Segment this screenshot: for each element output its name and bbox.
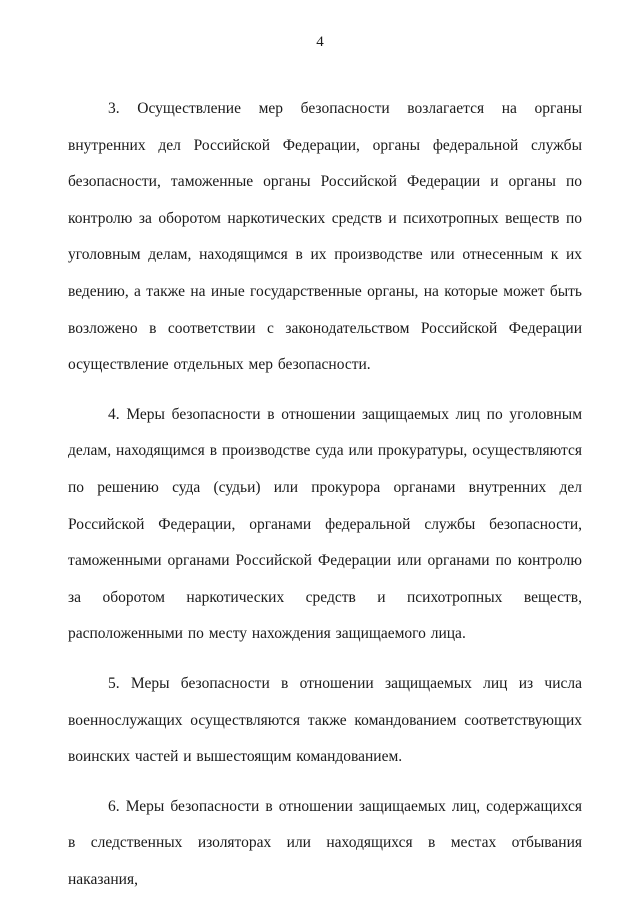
paragraph-4: 4. Меры безопасности в отношении защищаемых лиц по уголовным делам, находящимся в производстве суда или прокуратуры, осуществляются по решению суда (судьи) или прокурора органами внутренних дел Российской Федерации, органами федеральной службы безопасности, таможенными органами Российской Федерации или органами по контролю за оборотом наркотических средств и психотропных веществ, расположенными по месту нахождения защищаемого лица. — [68, 405, 582, 643]
page-number: 4 — [316, 34, 324, 50]
paragraph-5: 5. Меры безопасности в отношении защищаемых лиц из числа военнослужащих осуществляются также командованием соответствующих воинских частей и вышестоящим командованием. — [68, 674, 582, 766]
document-body — [68, 91, 582, 898]
paragraph-3: 3. Осуществление мер безопасности возлагается на органы внутренних дел Российской Федерации, органы федеральной службы безопасности, таможенные органы Российской Федерации и органы по контролю за оборотом наркотических средств и психотропных веществ по уголовным делам, находящимся в их производстве или отнесенным к их ведению, а также на иные государственные органы, на которые может быть возложено в соответствии с законодательством Российской Федерации осуществление отдельных мер безопасности. — [68, 100, 582, 374]
paragraph-6: 6. Меры безопасности в отношении защищаемых лиц, содержащихся в следственных изоляторах или находящихся в местах отбывания наказания, — [68, 797, 582, 888]
